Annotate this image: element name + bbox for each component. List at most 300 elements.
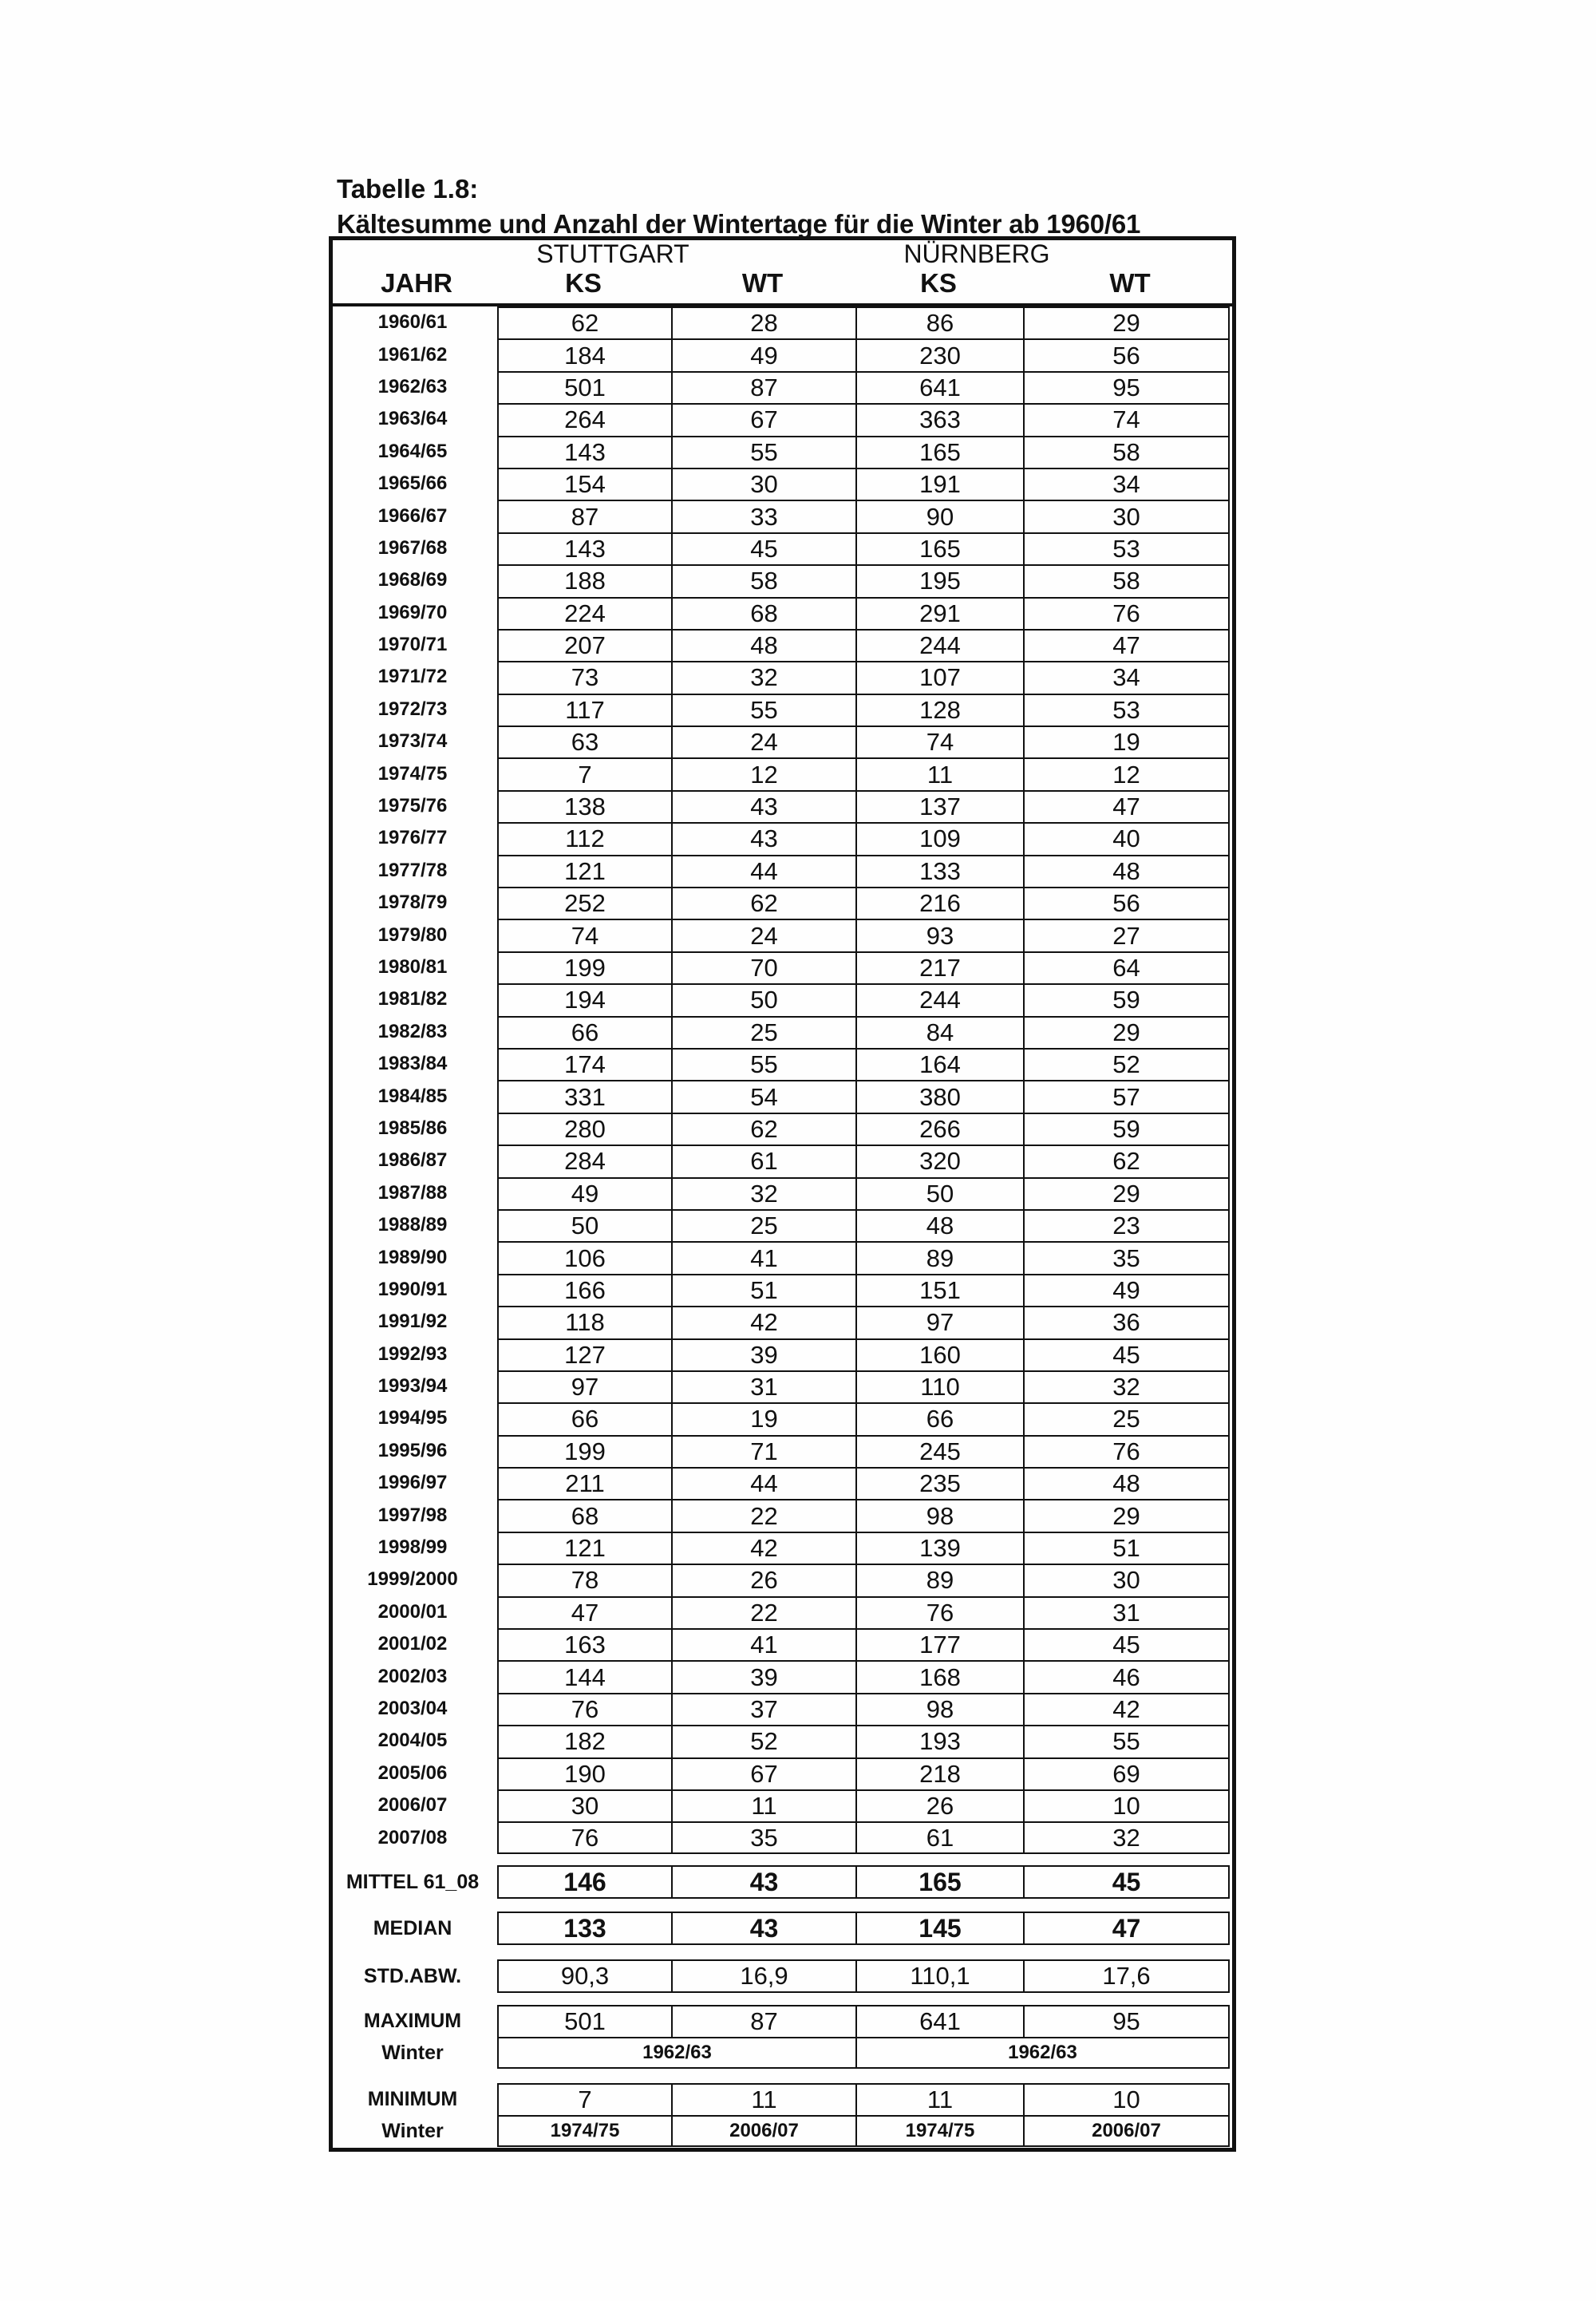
year-cell: 2000/01 [377,1600,448,1623]
stat-cell: 501 [499,2006,673,2037]
value-cell: 363 [857,405,1025,435]
table-row [329,371,1236,403]
table-row [329,1274,1236,1306]
value-cell: 48 [1112,1469,1140,1498]
value-cell: 43 [673,824,857,854]
value-cell: 218 [857,1759,1025,1789]
value-cell: 139 [857,1533,1025,1564]
value-cell: 121 [499,856,673,887]
value-cell: 207 [499,631,673,661]
year-cell: 2004/05 [377,1730,448,1752]
stat-cell: 133 [499,1913,673,1943]
table-row [329,306,1236,338]
value-cell: 230 [857,340,1025,370]
value-cell: 52 [673,1726,857,1757]
value-cell: 37 [673,1694,857,1725]
value-cell: 188 [499,566,673,596]
table-row [329,855,1236,887]
table-row [329,1241,1236,1273]
value-cell: 70 [673,953,857,983]
value-cell: 51 [673,1275,857,1306]
table-row [329,1821,1236,1853]
stat-label: MITTEL 61_08 [346,1870,480,1893]
stat-cell: 145 [857,1913,1025,1943]
value-cell: 160 [857,1340,1025,1370]
year-cell: 1999/2000 [367,1568,458,1591]
year-cell: 1968/69 [377,569,448,591]
column-header [337,268,1237,303]
table-row [329,436,1236,468]
value-cell: 47 [1112,631,1140,660]
col-ks-stuttgart: KS [565,268,602,298]
year-cell: 2003/04 [377,1697,448,1719]
value-cell: 128 [857,695,1025,725]
stat-cell: 110,1 [857,1961,1025,1991]
value-cell: 66 [857,1404,1025,1434]
stat-row-stdabw [329,1959,1236,1993]
table-row [329,1402,1236,1434]
year-cell: 1962/63 [377,375,448,397]
value-cell: 25 [673,1211,857,1241]
value-cell: 78 [499,1565,673,1595]
value-cell: 199 [499,1437,673,1467]
value-cell: 45 [673,534,857,564]
value-cell: 252 [499,888,673,919]
value-cell: 165 [857,534,1025,564]
value-cell: 55 [1112,1727,1140,1756]
value-cell: 27 [1112,921,1140,950]
value-cell: 68 [499,1500,673,1531]
table-row [329,338,1236,370]
table-row [329,1435,1236,1467]
value-cell: 22 [673,1598,857,1628]
value-cell: 59 [1112,1114,1140,1143]
value-cell: 42 [673,1307,857,1338]
value-cell: 19 [673,1404,857,1434]
value-cell: 95 [1112,373,1140,401]
value-cell: 245 [857,1437,1025,1467]
value-cell: 67 [673,1759,857,1789]
value-cell: 199 [499,953,673,983]
table-title: Kältesumme und Anzahl der Wintertage für die Winter ab 1960/61 [337,209,1141,239]
year-cell: 1996/97 [377,1472,448,1494]
value-cell: 55 [673,695,857,725]
value-cell: 164 [857,1050,1025,1080]
value-cell: 121 [499,1533,673,1564]
year-cell: 1961/62 [377,343,448,366]
value-cell: 67 [673,405,857,435]
value-cell: 32 [1112,1823,1140,1852]
value-cell: 49 [499,1179,673,1209]
value-cell: 71 [673,1437,857,1467]
value-cell: 57 [1112,1082,1140,1111]
year-cell: 2007/08 [377,1826,448,1848]
value-cell: 76 [857,1598,1025,1628]
table-row [329,1596,1236,1628]
value-cell: 216 [857,888,1025,919]
value-cell: 217 [857,953,1025,983]
table-row [329,1048,1236,1080]
value-cell: 68 [673,599,857,629]
stat-cell: 11 [857,2085,1025,2115]
value-cell: 55 [673,1050,857,1080]
stat-cell: 1974/75 [499,2117,673,2145]
table-row [329,757,1236,789]
year-cell: 1977/78 [377,859,448,881]
value-cell: 244 [857,985,1025,1015]
value-cell: 12 [1112,760,1140,789]
stat-label: Winter [381,2041,444,2064]
value-cell: 166 [499,1275,673,1306]
value-cell: 89 [857,1565,1025,1595]
value-cell: 191 [857,469,1025,500]
year-cell: 1981/82 [377,988,448,1010]
stat-cell: 641 [857,2006,1025,2037]
value-cell: 73 [499,662,673,693]
table-row [329,629,1236,661]
value-cell: 177 [857,1630,1025,1660]
table-row [329,1725,1236,1757]
value-cell: 93 [857,920,1025,951]
value-cell: 98 [857,1694,1025,1725]
value-cell: 97 [499,1372,673,1402]
value-cell: 501 [499,373,673,403]
year-cell: 1967/68 [377,536,448,559]
year-cell: 1978/79 [377,892,448,914]
year-cell: 1986/87 [377,1149,448,1172]
value-cell: 235 [857,1469,1025,1499]
value-cell: 29 [1112,309,1140,338]
value-cell: 87 [673,373,857,403]
table-row [329,983,1236,1015]
table-row [329,694,1236,725]
value-cell: 11 [673,1791,857,1821]
value-cell: 59 [1112,986,1140,1014]
year-cell: 1995/96 [377,1439,448,1461]
value-cell: 61 [673,1146,857,1176]
value-cell: 58 [1112,437,1140,466]
table-row [329,1370,1236,1402]
year-cell: 1976/77 [377,827,448,849]
value-cell: 62 [673,888,857,919]
value-cell: 28 [673,308,857,338]
table-row [329,1628,1236,1660]
year-cell: 1998/99 [377,1536,448,1559]
table-row [329,1016,1236,1048]
value-cell: 53 [1112,695,1140,724]
stat-label: MINIMUM [367,2087,458,2110]
value-cell: 84 [857,1018,1025,1048]
table-caption [337,174,1140,239]
value-cell: 76 [1112,1437,1140,1465]
value-cell: 55 [673,437,857,468]
year-cell: 1974/75 [377,762,448,785]
value-cell: 10 [1112,1792,1140,1821]
year-cell: 1994/95 [377,1407,448,1429]
value-cell: 7 [499,759,673,789]
value-cell: 165 [857,437,1025,468]
value-cell: 144 [499,1662,673,1692]
value-cell: 74 [499,920,673,951]
value-cell: 39 [673,1340,857,1370]
stat-cell: 1974/75 [857,2117,1025,2145]
value-cell: 40 [1112,824,1140,853]
year-cell: 1965/66 [377,472,448,495]
value-cell: 25 [673,1018,857,1048]
table-row [329,1757,1236,1789]
value-cell: 24 [673,727,857,757]
value-cell: 224 [499,599,673,629]
stat-row-mittel [329,1865,1236,1899]
value-cell: 49 [1112,1275,1140,1304]
value-cell: 34 [1112,470,1140,499]
value-cell: 118 [499,1307,673,1338]
col-ks-nuernberg: KS [920,268,957,298]
year-cell: 1988/89 [377,1214,448,1236]
group-stuttgart: STUTTGART [536,239,689,268]
value-cell: 12 [673,759,857,789]
value-cell: 62 [499,308,673,338]
value-cell: 62 [1112,1147,1140,1176]
value-cell: 58 [1112,567,1140,595]
value-cell: 54 [673,1081,857,1112]
value-cell: 24 [673,920,857,951]
value-cell: 151 [857,1275,1025,1306]
group-nuernberg: NÜRNBERG [903,239,1050,268]
stat-cell: 1962/63 [499,2038,857,2067]
year-cell: 1997/98 [377,1504,448,1526]
table-row [329,564,1236,596]
table-row [329,725,1236,757]
year-cell: 1970/71 [377,634,448,656]
table-row [329,1693,1236,1725]
value-cell: 48 [857,1211,1025,1241]
stat-cell: 2006/07 [1092,2120,1161,2141]
table-row [329,1080,1236,1112]
value-cell: 26 [857,1791,1025,1821]
stat-cell: 146 [499,1867,673,1897]
stat-cell: 7 [499,2085,673,2115]
value-cell: 47 [499,1598,673,1628]
table-row [329,1564,1236,1595]
year-cell: 1980/81 [377,956,448,978]
table-row [329,1660,1236,1692]
stat-cell: 11 [673,2085,857,2115]
year-cell: 1969/70 [377,601,448,623]
value-cell: 87 [499,501,673,532]
value-cell: 264 [499,405,673,435]
table-row [329,532,1236,564]
value-cell: 331 [499,1081,673,1112]
year-cell: 1982/83 [377,1020,448,1042]
value-cell: 43 [673,792,857,822]
col-jahr: JAHR [381,268,452,298]
value-cell: 51 [1112,1534,1140,1563]
value-cell: 182 [499,1726,673,1757]
year-cell: 1983/84 [377,1053,448,1075]
value-cell: 143 [499,437,673,468]
value-cell: 46 [1112,1662,1140,1691]
value-cell: 26 [673,1565,857,1595]
value-cell: 41 [673,1243,857,1273]
value-cell: 30 [673,469,857,500]
value-cell: 50 [499,1211,673,1241]
value-cell: 11 [857,759,1025,789]
table-row [329,597,1236,629]
value-cell: 90 [857,501,1025,532]
year-cell: 1989/90 [377,1246,448,1268]
value-cell: 74 [857,727,1025,757]
year-cell: 1975/76 [377,795,448,817]
value-cell: 76 [499,1823,673,1852]
table-row [329,1145,1236,1176]
stat-cell: 87 [673,2006,857,2037]
table-row [329,1789,1236,1821]
year-cell: 1991/92 [377,1311,448,1333]
value-cell: 284 [499,1146,673,1176]
stat-cell: 90,3 [499,1961,673,1991]
value-cell: 23 [1112,1212,1140,1240]
value-cell: 380 [857,1081,1025,1112]
stat-cell: 43 [673,1867,857,1897]
stat-cell: 2006/07 [673,2117,857,2145]
value-cell: 193 [857,1726,1025,1757]
table-row [329,403,1236,435]
value-cell: 42 [1112,1694,1140,1723]
value-cell: 22 [673,1500,857,1531]
value-cell: 62 [673,1114,857,1145]
value-cell: 61 [857,1823,1025,1852]
year-cell: 1964/65 [377,440,448,462]
table-row [329,500,1236,532]
value-cell: 58 [673,566,857,596]
stat-cell: 165 [857,1867,1025,1897]
value-cell: 52 [1112,1050,1140,1079]
stat-cell: 1962/63 [1008,2042,1077,2063]
value-cell: 76 [499,1694,673,1725]
value-cell: 41 [673,1630,857,1660]
value-cell: 30 [499,1791,673,1821]
stat-label: STD.ABW. [363,1964,462,1987]
table-row [329,822,1236,854]
table-row [329,1306,1236,1338]
stat-cell: 45 [1112,1867,1141,1896]
value-cell: 39 [673,1662,857,1692]
value-cell: 109 [857,824,1025,854]
value-cell: 106 [499,1243,673,1273]
stat-label: MAXIMUM [363,2009,462,2032]
value-cell: 45 [1112,1631,1140,1659]
value-cell: 98 [857,1500,1025,1531]
value-cell: 97 [857,1307,1025,1338]
year-cell: 2005/06 [377,1761,448,1784]
value-cell: 47 [1112,793,1140,821]
data-rows [329,306,1236,1854]
value-cell: 266 [857,1114,1025,1145]
value-cell: 194 [499,985,673,1015]
table-row [329,1532,1236,1564]
value-cell: 154 [499,469,673,500]
col-wt-stuttgart: WT [741,268,784,298]
table-row [329,1177,1236,1209]
value-cell: 30 [1112,1566,1140,1595]
value-cell: 138 [499,792,673,822]
value-cell: 29 [1112,1179,1140,1208]
year-cell: 1979/80 [377,923,448,946]
value-cell: 112 [499,824,673,854]
value-cell: 190 [499,1759,673,1789]
value-cell: 641 [857,373,1025,403]
value-cell: 66 [499,1018,673,1048]
stat-row-median [329,1912,1236,1945]
value-cell: 31 [673,1372,857,1402]
value-cell: 44 [673,1469,857,1499]
value-cell: 127 [499,1340,673,1370]
value-cell: 107 [857,662,1025,693]
value-cell: 64 [1112,954,1140,982]
value-cell: 320 [857,1146,1025,1176]
value-cell: 50 [673,985,857,1015]
table-row [329,1467,1236,1499]
value-cell: 63 [499,727,673,757]
stat-row-maximum [329,2005,1236,2069]
table-row [329,1209,1236,1241]
table-row [329,887,1236,919]
year-cell: 1990/91 [377,1278,448,1300]
value-cell: 44 [673,856,857,887]
stat-label: Winter [381,2119,444,2142]
value-cell: 195 [857,566,1025,596]
value-cell: 280 [499,1114,673,1145]
value-cell: 184 [499,340,673,370]
stat-cell: 16,9 [673,1961,857,1991]
value-cell: 66 [499,1404,673,1434]
value-cell: 244 [857,631,1025,661]
value-cell: 56 [1112,341,1140,370]
value-cell: 143 [499,534,673,564]
value-cell: 133 [857,856,1025,887]
stat-cell: 47 [1112,1913,1141,1943]
table-row [329,790,1236,822]
value-cell: 48 [673,631,857,661]
value-cell: 33 [673,501,857,532]
table-row [329,919,1236,951]
value-cell: 74 [1112,405,1140,434]
year-cell: 1984/85 [377,1085,448,1107]
value-cell: 110 [857,1372,1025,1402]
year-cell: 1993/94 [377,1375,448,1398]
table-number: Tabelle 1.8: [337,174,479,204]
table-row [329,661,1236,693]
year-cell: 1963/64 [377,408,448,430]
value-cell: 137 [857,792,1025,822]
year-cell: 1973/74 [377,730,448,753]
value-cell: 48 [1112,856,1140,885]
value-cell: 174 [499,1050,673,1080]
value-cell: 32 [1112,1373,1140,1402]
stat-label: MEDIAN [373,1916,452,1939]
stat-cell: 43 [673,1913,857,1943]
year-cell: 1987/88 [377,1181,448,1204]
value-cell: 30 [1112,502,1140,531]
value-cell: 291 [857,599,1025,629]
value-cell: 34 [1112,663,1140,692]
stat-cell: 17,6 [1102,1962,1151,1990]
value-cell: 49 [673,340,857,370]
stat-row-minimum [329,2083,1236,2147]
value-cell: 163 [499,1630,673,1660]
value-cell: 19 [1112,728,1140,757]
